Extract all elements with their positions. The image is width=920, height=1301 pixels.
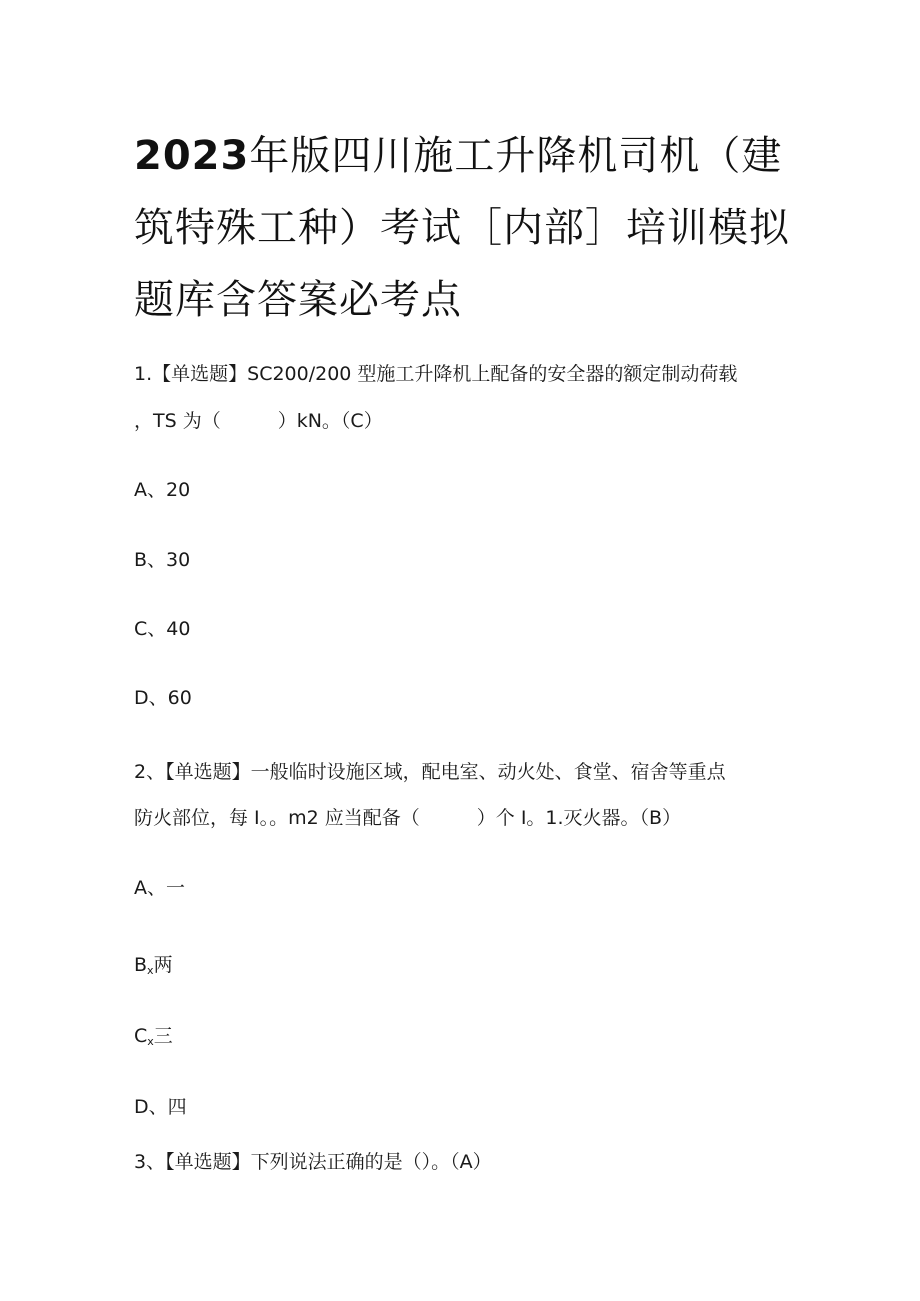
option-text: 四	[167, 1096, 187, 1118]
title-year: 2023	[134, 133, 250, 179]
question-2-option-d	[134, 1095, 187, 1119]
question-2-stem-line-2: 防火部位，每 I。。m2 应当配备（ ）个 I。1.灭火器。（B）	[134, 807, 682, 829]
option-letter: B	[134, 954, 148, 976]
option-text: 三	[153, 1025, 173, 1047]
option-letter: A	[134, 877, 147, 899]
option-separator: x	[147, 1035, 154, 1048]
question-1-option-a: A、20	[134, 479, 191, 501]
title-text: 年版四川施工升降机司机（建筑特殊工种）考试［内部］培训模拟题库含答案必考点	[134, 133, 790, 323]
document-title	[134, 120, 794, 336]
question-1-option-b: B、30	[134, 549, 191, 571]
question-1-option-d: D、60	[134, 687, 192, 709]
option-separator: 、	[147, 877, 167, 899]
option-letter: D	[134, 1096, 149, 1118]
option-text: 两	[153, 954, 173, 976]
option-text: 一	[166, 877, 186, 899]
question-1-option-c: C、40	[134, 618, 191, 640]
question-1-stem-line-2: ，TS 为（ ）kN。（C）	[134, 410, 383, 432]
question-2-option-a	[134, 876, 185, 900]
option-separator: 、	[148, 1096, 168, 1118]
question-2-option-b	[134, 953, 173, 983]
question-3-stem-line-1: 3、【单选题】下列说法正确的是（）。（A）	[134, 1151, 492, 1173]
question-2-option-c	[134, 1024, 173, 1054]
option-letter: C	[134, 1025, 148, 1047]
option-separator: x	[147, 964, 154, 977]
question-2-stem-line-1: 2、【单选题】一般临时设施区域，配电室、动火处、食堂、宿舍等重点	[134, 761, 726, 783]
question-1-stem-line-1: 1.【单选题】SC200/200 型施工升降机上配备的安全器的额定制动荷载	[134, 363, 738, 385]
